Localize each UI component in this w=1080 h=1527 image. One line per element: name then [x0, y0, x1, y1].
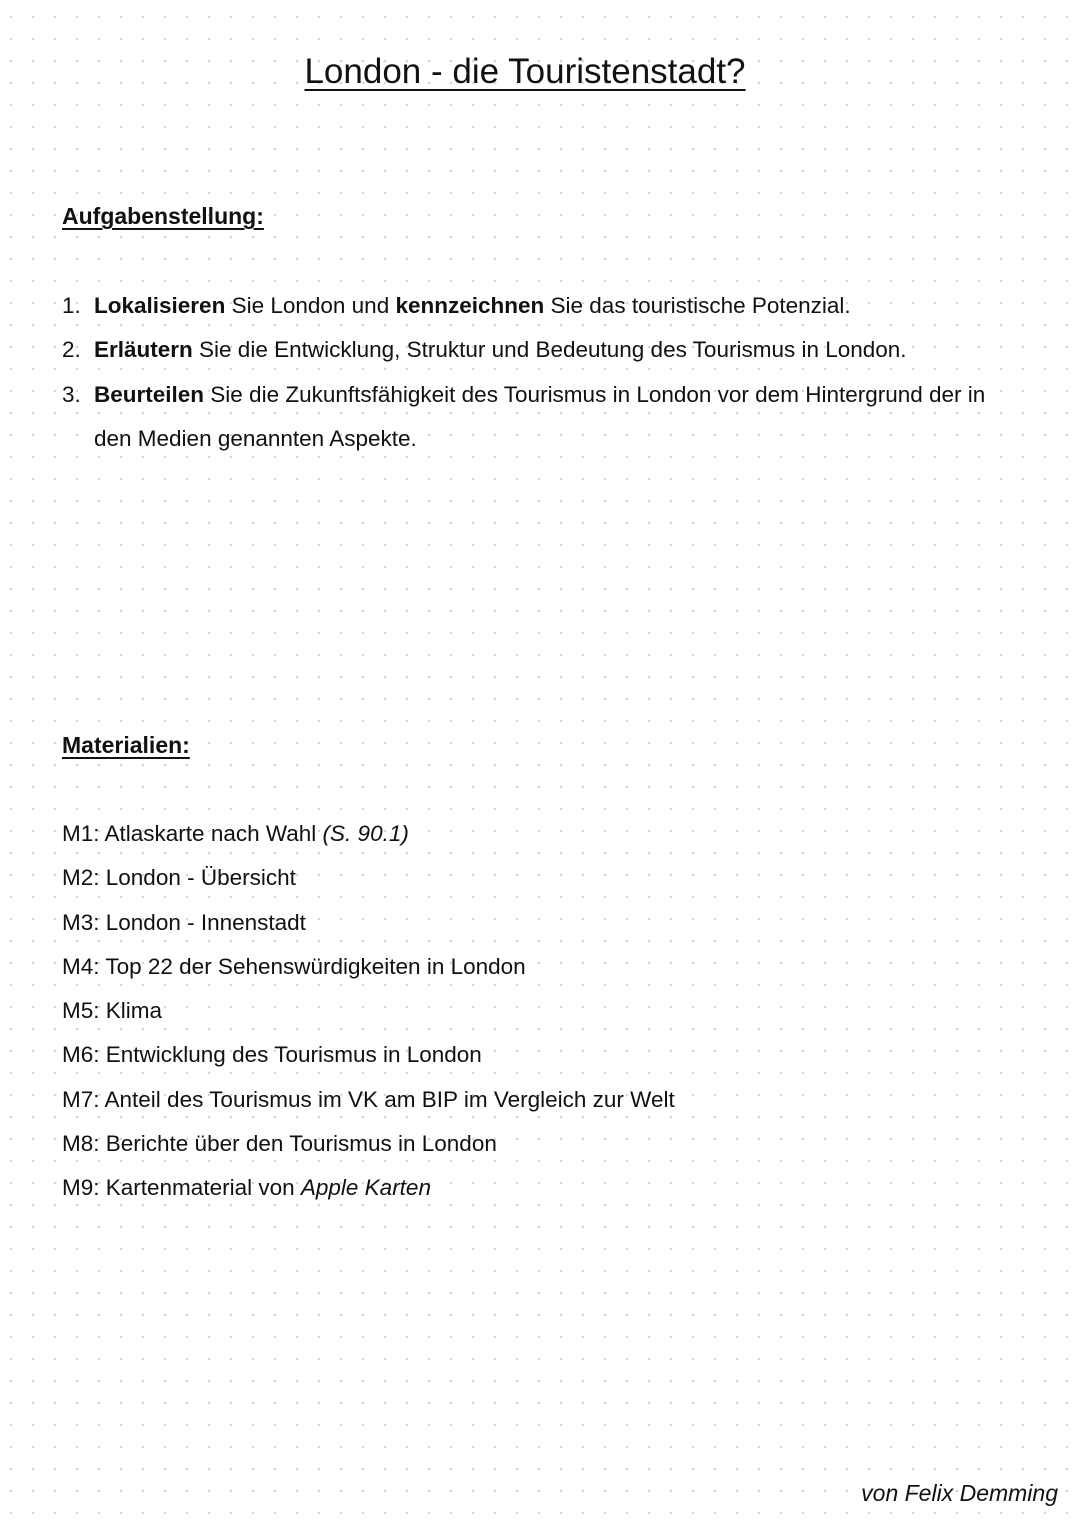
task-number: 1. — [62, 293, 81, 318]
material-label: M5: — [62, 998, 100, 1024]
author-signature: von Felix Demming — [861, 1480, 1058, 1506]
task-text: Sie die Zukunftsfähigkeit des Tourismus in London vor dem Hintergrund der in den Medien genannten Aspekte. — [94, 381, 986, 451]
task-verb: kennzeichnen — [395, 293, 545, 318]
material-reference: (S. 90.1) — [322, 821, 409, 846]
material-item-m2 — [62, 856, 675, 900]
material-label: M9: — [62, 1175, 100, 1201]
page-title: London - die Touristenstadt? — [304, 52, 746, 91]
material-text: Top 22 der Sehenswürdigkeiten in London — [99, 953, 526, 979]
material-item-m4 — [62, 945, 675, 989]
material-label: M3: — [62, 909, 100, 935]
task-verb: Erläutern — [94, 337, 193, 363]
material-label: M7: — [62, 1086, 100, 1112]
task-number: 2. — [62, 337, 81, 363]
material-text: Klima — [99, 998, 163, 1024]
task-item — [62, 373, 1022, 462]
task-verb: Beurteilen — [94, 381, 205, 407]
task-verb: Lokalisieren — [94, 293, 226, 318]
material-text: Entwicklung des Tourismus in London — [99, 1042, 482, 1068]
tasks-heading: Aufgabenstellung: — [62, 203, 264, 229]
material-label: M4: — [62, 953, 100, 979]
material-label: M2: — [62, 865, 100, 891]
material-text: London - Übersicht — [99, 865, 296, 891]
material-item-m9 — [62, 1166, 675, 1210]
task-item — [62, 284, 1022, 328]
material-text: Atlaskarte nach Wahl — [99, 821, 323, 846]
material-text: Kartenmaterial von — [99, 1175, 301, 1201]
material-text: Berichte über den Tourismus in London — [99, 1131, 497, 1157]
task-item — [62, 328, 1022, 372]
materials-list — [62, 812, 675, 1211]
material-text: London - Innenstadt — [99, 909, 306, 935]
task-text: Sie das touristische Potenzial. — [544, 293, 851, 318]
material-reference: Apple Karten — [300, 1175, 431, 1201]
task-number: 3. — [62, 381, 81, 407]
task-list — [62, 284, 1022, 461]
materials-heading: Materialien: — [62, 732, 190, 758]
material-item-m6 — [62, 1033, 675, 1077]
material-item-m1 — [62, 812, 675, 856]
material-text: Anteil des Tourismus im VK am BIP im Vergleich zur Welt — [99, 1086, 675, 1112]
material-item-m8 — [62, 1122, 675, 1166]
material-label: M1: — [62, 821, 100, 846]
material-item-m5 — [62, 989, 675, 1033]
task-text: Sie London und — [225, 293, 396, 318]
material-label: M8: — [62, 1131, 100, 1157]
material-item-m7 — [62, 1078, 675, 1122]
material-item-m3 — [62, 901, 675, 945]
task-text: Sie die Entwicklung, Struktur und Bedeutung des Tourismus in London. — [192, 337, 907, 363]
material-label: M6: — [62, 1042, 100, 1068]
